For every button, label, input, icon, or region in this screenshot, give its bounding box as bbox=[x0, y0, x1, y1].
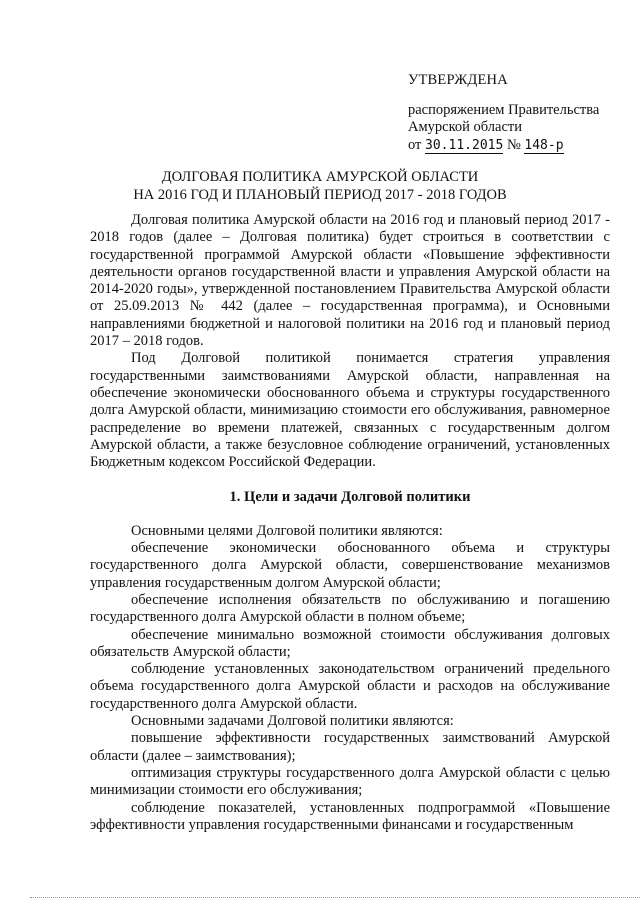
document-title bbox=[0, 168, 640, 204]
section-paragraph: Основными целями Долговой политики являются: bbox=[131, 522, 443, 539]
approval-date: 30.11.2015 bbox=[425, 137, 504, 153]
number-prefix: № bbox=[506, 136, 521, 153]
section-paragraph: оптимизация структуры государственного долга Амурской области с целью минимизации стоимости его обслуживания; bbox=[90, 764, 610, 799]
approval-date-line bbox=[408, 137, 599, 155]
date-prefix: от bbox=[408, 136, 422, 153]
section-1-title: 1. Цели и задачи Долговой политики bbox=[229, 489, 471, 506]
approval-line-1: распоряжением Правительства bbox=[408, 101, 600, 118]
section-paragraph: Основными задачами Долговой политики являются: bbox=[131, 713, 454, 730]
scan-edge-line bbox=[30, 897, 640, 898]
section-paragraph: обеспечение исполнения обязательств по обслуживанию и погашению государственного долга Амурской области в полном объеме; bbox=[90, 591, 610, 626]
approval-number: 148-р bbox=[524, 137, 564, 153]
intro-paragraph: Под Долговой политикой понимается стратегия управления государственными заимствованиями Амурской области, направленная на обеспечение экономически обоснованного объема и структуры государственного долга Амурской области, минимизацию стоимости его обслуживания, равномерное распределение во времени платежей, связанных с государственным долгом Амурской области, а также безусловное соблюдение ограничений, установленных Бюджетным кодексом Российской Федерации. bbox=[90, 350, 610, 471]
title-line-2: НА 2016 ГОД И ПЛАНОВЫЙ ПЕРИОД 2017 - 2018 ГОДОВ bbox=[133, 187, 507, 203]
section-paragraph: соблюдение показателей, установленных подпрограммой «Повышение эффективности управления государственными финансами и государственным bbox=[90, 799, 610, 833]
section-paragraph: обеспечение минимально возможной стоимости обслуживания долговых обязательств Амурской области; bbox=[90, 626, 610, 660]
section-paragraph: обеспечение экономически обоснованного объема и структуры государственного долга Амурской области, совершенствование механизмов управления государственным долгом Амурской области; bbox=[90, 540, 610, 591]
section-paragraph: повышение эффективности государственных заимствований Амурской области (далее – заимствования); bbox=[90, 730, 610, 764]
approval-stamp bbox=[408, 72, 599, 154]
intro-paragraph: Долговая политика Амурской области на 2016 год и плановый период 2017 - 2018 годов (далее – Долговая политика) будет строиться в соответствии с государственной программой Амурской области «Повышение эффективности деятельности органов государственной власти и управления Амурской области на 2014-2020 годы», утвержденной постановлением Правительства Амурской области от 25.09.2013 № 442 (далее – государственная программа), и Основными направлениями бюджетной и налоговой политики на 2016 год и плановый период 2017 – 2018 годов. bbox=[90, 212, 610, 350]
approval-line-2: Амурской области bbox=[408, 119, 522, 135]
document-body bbox=[90, 212, 610, 834]
section-paragraph: соблюдение установленных законодательством ограничений предельного объема государственного долга Амурской области и расходов на обслуживание государственного долга Амурской области. bbox=[90, 661, 610, 712]
approval-title: УТВЕРЖДЕНА bbox=[408, 72, 508, 88]
title-line-1: ДОЛГОВАЯ ПОЛИТИКА АМУРСКОЙ ОБЛАСТИ bbox=[161, 169, 479, 185]
